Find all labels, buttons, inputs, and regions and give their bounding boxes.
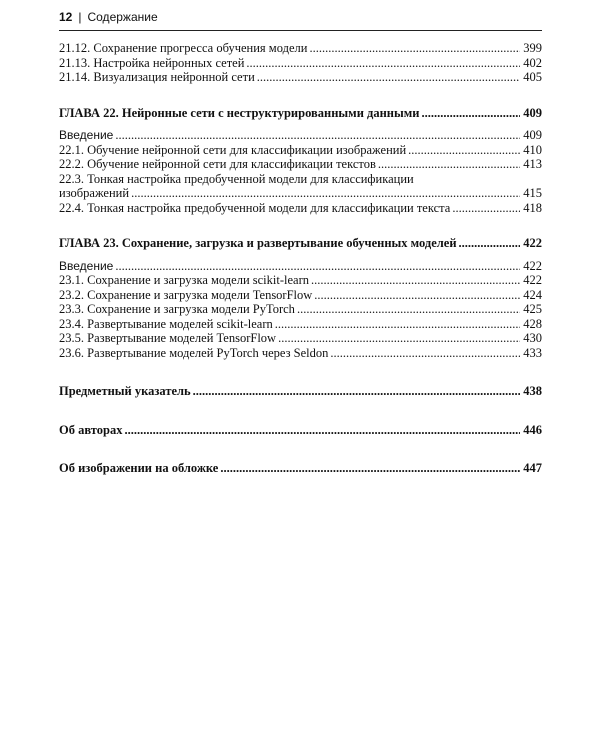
toc-entry-page: 415 — [523, 186, 542, 200]
leader-dots — [297, 302, 520, 317]
toc-entry-page: 418 — [523, 200, 542, 215]
leader-dots — [278, 331, 520, 346]
toc-entry-title: 23.4. Развертывание моделей scikit-learn — [59, 316, 273, 331]
leader-dots — [193, 384, 520, 399]
toc-entry-page: 433 — [523, 345, 542, 360]
chapter-title: ГЛАВА 22. Нейронные сети с неструктурированными данными — [59, 105, 420, 120]
toc-chapter-23[interactable] — [59, 236, 542, 251]
toc-entry-title: Введение — [59, 258, 114, 273]
toc-entry-23-intro[interactable] — [59, 259, 542, 274]
leader-dots — [131, 186, 520, 201]
toc-entry-page: 405 — [523, 70, 542, 84]
chapter-page: 409 — [523, 105, 542, 120]
toc-entry-title: 22.1. Обучение нейронной сети для классификации изображений — [59, 142, 407, 157]
leader-dots — [246, 56, 520, 71]
toc-entry-title: 23.6. Развертывание моделей PyTorch через Seldon — [59, 345, 329, 360]
toc-entry-title: 22.4. Тонкая настройка предобученной модели для классификации текста — [59, 200, 451, 215]
toc-entry-22-1[interactable] — [59, 143, 542, 158]
backmatter-title: Об изображении на обложке — [59, 461, 219, 475]
leader-dots — [220, 461, 520, 476]
leader-dots — [421, 106, 520, 121]
toc-entry-title: 21.12. Сохранение прогресса обучения модели — [59, 41, 308, 55]
toc-entry-title: 23.2. Сохранение и загрузка модели TensorFlow — [59, 287, 313, 302]
toc-entry-page: 430 — [523, 331, 542, 345]
toc-entry-title: 21.13. Настройка нейронных сетей — [59, 55, 245, 70]
header-page-number: 12 — [59, 10, 73, 24]
running-header — [59, 10, 542, 31]
toc-entry-page: 422 — [523, 258, 542, 273]
toc-entry-23-6[interactable] — [59, 346, 542, 361]
backmatter-page: 446 — [523, 422, 542, 437]
leader-dots — [330, 346, 520, 361]
toc-entry-23-5[interactable] — [59, 331, 542, 346]
toc-entry-title: Введение — [59, 128, 114, 142]
leader-dots — [309, 41, 520, 56]
leader-dots — [311, 273, 520, 288]
toc-entry-title-continued: изображений — [59, 186, 130, 200]
backmatter-page: 447 — [523, 461, 542, 475]
toc-entry-23-3[interactable] — [59, 302, 542, 317]
toc-entry-title: 22.3. Тонкая настройка предобученной модели для классификации — [59, 171, 414, 186]
toc-about-authors[interactable] — [59, 423, 542, 438]
toc-entry-page: 410 — [523, 142, 542, 157]
toc-entry-21-14[interactable] — [59, 70, 542, 85]
header-separator: | — [78, 10, 82, 24]
leader-dots — [314, 288, 520, 303]
leader-dots — [459, 236, 520, 251]
toc-entry-title: 23.1. Сохранение и загрузка модели scikit-learn — [59, 273, 309, 287]
toc-entry-page: 402 — [523, 55, 542, 70]
leader-dots — [124, 423, 520, 438]
leader-dots — [115, 259, 520, 274]
chapter-title: ГЛАВА 23. Сохранение, загрузка и развертывание обученных моделей — [59, 236, 457, 250]
toc-entry-page: 425 — [523, 302, 542, 316]
toc-entry-21-12[interactable] — [59, 41, 542, 56]
toc-entry-page: 399 — [523, 41, 542, 55]
toc-entry-title: 22.2. Обучение нейронной сети для классификации текстов — [59, 157, 376, 171]
toc-entry-22-3[interactable] — [59, 186, 542, 201]
toc-entry-page: 422 — [523, 273, 542, 287]
toc-entry-23-2[interactable] — [59, 288, 542, 303]
toc-entry-page: 424 — [523, 287, 542, 302]
toc-entry-title: 21.14. Визуализация нейронной сети — [59, 70, 255, 84]
toc-entry-title: 23.5. Развертывание моделей TensorFlow — [59, 331, 277, 345]
toc-entry-21-13[interactable] — [59, 56, 542, 71]
toc-entry-page: 428 — [523, 316, 542, 331]
chapter-page: 422 — [523, 236, 542, 250]
leader-dots — [257, 70, 520, 85]
leader-dots — [408, 143, 520, 158]
backmatter-title: Об авторах — [59, 422, 123, 437]
toc-chapter-22[interactable] — [59, 106, 542, 121]
leader-dots — [275, 317, 520, 332]
backmatter-page: 438 — [523, 384, 542, 398]
leader-dots — [452, 201, 520, 216]
leader-dots — [378, 157, 520, 172]
toc-entry-22-2[interactable] — [59, 157, 542, 172]
toc-about-cover[interactable] — [59, 461, 542, 476]
toc-entry-23-4[interactable] — [59, 317, 542, 332]
toc-index[interactable] — [59, 384, 542, 399]
toc-entry-title: 23.3. Сохранение и загрузка модели PyTorch — [59, 302, 295, 316]
table-of-contents — [59, 41, 542, 476]
toc-entry-page: 413 — [523, 157, 542, 171]
leader-dots — [115, 128, 520, 143]
header-title: Содержание — [87, 10, 158, 24]
toc-entry-23-1[interactable] — [59, 273, 542, 288]
toc-entry-22-intro[interactable] — [59, 128, 542, 143]
toc-entry-22-4[interactable] — [59, 201, 542, 216]
toc-entry-22-3-line1[interactable] — [59, 172, 542, 187]
toc-entry-page: 409 — [523, 128, 542, 142]
backmatter-title: Предметный указатель — [59, 384, 191, 398]
